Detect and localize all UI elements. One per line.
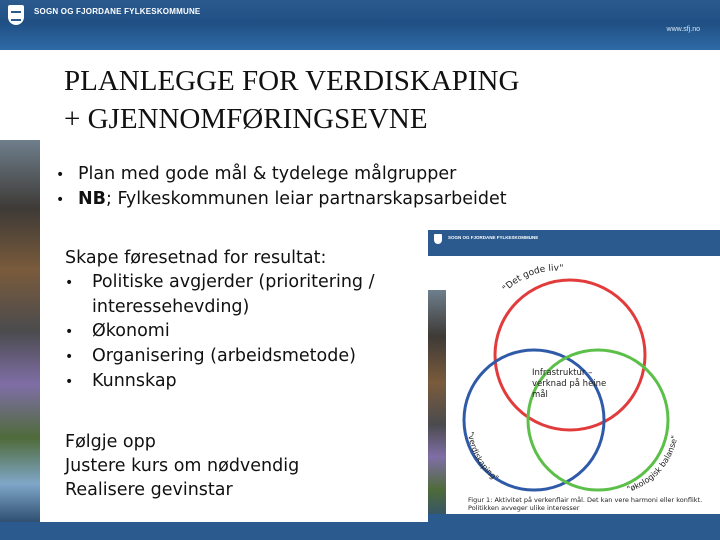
list-item	[65, 319, 374, 344]
bullet-emphasis: NB	[78, 189, 106, 209]
bullet-text: Plan med gode mål & tydelege målgrupper	[78, 164, 457, 184]
center-label: Infrastruktur – verknad på heine mål	[532, 368, 607, 400]
list-item: Realisere gevinstar	[65, 480, 233, 500]
bullet-text: Politiske avgjerder (prioritering /	[92, 272, 375, 292]
bullet-marker: •	[65, 275, 74, 291]
list-item	[65, 270, 374, 295]
key-points-list	[56, 162, 507, 212]
list-item: Justere kurs om nødvendig	[65, 456, 300, 476]
bullet-text: Organisering (arbeidsmetode)	[92, 346, 356, 366]
circle-label-top: "Det gode liv"	[501, 263, 564, 295]
county-crest-icon	[8, 5, 24, 25]
list-item	[56, 187, 507, 212]
follow-up-list	[65, 430, 299, 502]
list-item	[65, 369, 374, 394]
list-item	[56, 162, 507, 187]
bullet-text: ; Fylkeskommunen leiar partnarskapsarbeidet	[106, 189, 507, 209]
bullet-text: interessehevding)	[92, 297, 250, 317]
figure-caption: Figur 1: Aktivitet på verkenflair mål. Det kan vere harmoni eller konflikt. Politikken avveger ulike interesser	[468, 496, 703, 512]
thumbnail-org-name: SOGN OG FJORDANE FYLKESKOMMUNE	[448, 235, 539, 240]
thumbnail-footer	[428, 514, 720, 522]
bullet-marker: •	[65, 324, 74, 340]
list-item	[65, 344, 374, 369]
embedded-slide-thumbnail	[428, 230, 720, 522]
list-item-continuation	[65, 295, 374, 319]
website-url: www.sfj.no	[666, 26, 700, 33]
circle-label-right: "økologisk balanse"	[625, 434, 680, 494]
bullet-marker: •	[56, 167, 65, 183]
bullet-marker: •	[56, 192, 65, 208]
title-line-2: + GJENNOMFØRINGSEVNE	[64, 103, 428, 135]
decorative-photo-strip	[0, 140, 40, 522]
prerequisites-list	[65, 270, 374, 394]
header-bar	[0, 0, 720, 50]
list-item: Følgje opp	[65, 432, 156, 452]
slide-title	[64, 62, 664, 138]
bullet-marker: •	[65, 349, 74, 365]
org-name: SOGN OG FJORDANE FYLKESKOMMUNE	[34, 7, 201, 16]
circle-label-left: "verdiskaping"	[465, 431, 501, 484]
bullet-text: Kunnskap	[92, 371, 177, 391]
bullet-marker: •	[65, 374, 74, 390]
title-line-1: PLANLEGGE FOR VERDISKAPING	[64, 65, 520, 97]
bullet-text: Økonomi	[92, 321, 170, 341]
footer-bar	[0, 522, 720, 540]
section-heading: Skape føresetnad for resultat:	[65, 248, 327, 268]
